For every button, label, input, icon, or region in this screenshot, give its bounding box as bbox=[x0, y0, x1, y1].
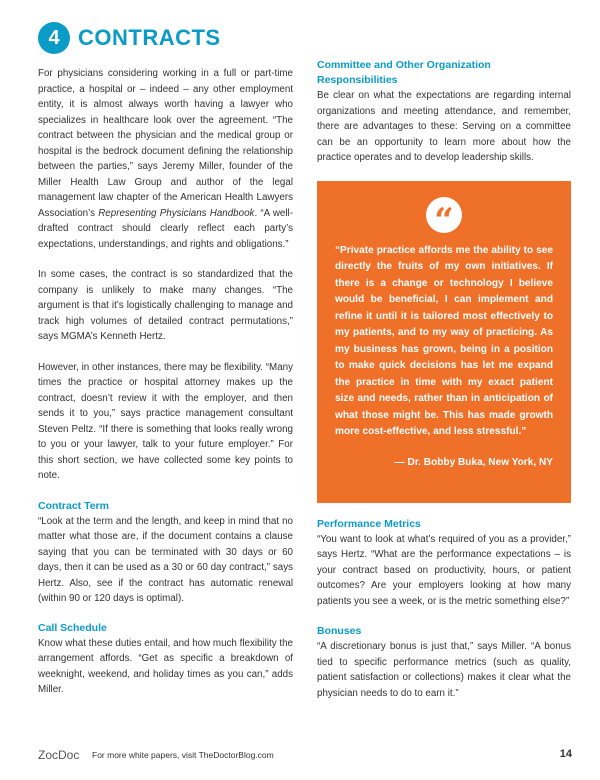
footer-link-text[interactable]: For more white papers, visit TheDoctorBlog.com bbox=[92, 750, 274, 760]
intro-text-end: . “A well-drafted contract should clearly reflect each party’s expectations, understandings, and rights and obligations.” bbox=[38, 207, 293, 250]
intro-paragraph bbox=[38, 66, 293, 252]
committee-text: Be clear on what the expectations are regarding internal organizations and meeting attendance, and remember, there are advantages to these: Serving on a committee can be an opportunity to learn more about how the practice operates and to develop leadership skills. bbox=[317, 90, 571, 163]
page-number: 14 bbox=[559, 748, 572, 760]
performance-text: “You want to look at what’s required of you as a provider,” says Hertz. “What are the performance expectations – is your contract based on productivity, hours, or patient outcomes? Are your employers looking at how many patients you see a week, or is the metric something else?” bbox=[317, 533, 571, 607]
bonuses-heading: Bonuses bbox=[317, 625, 362, 637]
right-column bbox=[317, 58, 571, 716]
pull-quote-text: “Private practice affords me the ability to see directly the fruits of my own initiatives. If there is a change or technology I believe would be beneficial, I can implement and refine it until it is tailored most effectively to my patients, and to my way of practicing. As my business has grown, being in a position to make quick decisions has let me expand the practice in time with my exact patient size and needs, rather than in anticipation of what those might be. This has made growth more cost-effective, and less stressful.” bbox=[335, 244, 553, 437]
quote-attribution: — Dr. Bobby Buka, New York, NY bbox=[394, 456, 553, 468]
page-footer bbox=[38, 748, 578, 764]
contract-term-text: “Look at the term and the length, and keep in mind that no matter what those are, if the document contains a clause saying that you can be terminated with 30 days or 60 days, then it can be used as a 30 or 60 day contract,” says Hertz. Also, see if the contract has automatic renewal (within 90 or 120 days is optimal). bbox=[38, 515, 293, 604]
page-title: CONTRACTS bbox=[78, 25, 221, 50]
call-schedule-heading: Call Schedule bbox=[38, 621, 107, 634]
intro-text: For physicians considering working in a full or part-time practice, a hospital or – indeed – any other employment entity, it is almost always worth having a lawyer who specializes in healthcare look over the agreement. “The contract between the physician and the medical group or hospital is the bedrock document defining the relationship between the parties,” says Jeremy Miller, founder of the Miller Health Law Group and author of the legal management law chapter of the American Health Lawyers Association’s bbox=[38, 68, 293, 219]
performance-heading: Performance Metrics bbox=[317, 517, 421, 530]
pull-quote-box bbox=[317, 181, 571, 503]
contract-term-heading: Contract Term bbox=[38, 499, 109, 512]
zocdoc-logo: ZocDoc bbox=[38, 748, 80, 762]
performance-section bbox=[317, 517, 571, 610]
quote-mark-icon: “ bbox=[426, 197, 462, 233]
left-column bbox=[38, 66, 293, 713]
call-schedule-text: Know what these duties entail, and how much flexibility the arrangement affords. “Get as specific a breakdown of weeknight, weekend, and holiday times as you can,” adds Miller. bbox=[38, 637, 293, 695]
committee-heading: Committee and Other Organization Responsibilities bbox=[317, 59, 491, 86]
bonuses-section bbox=[317, 624, 571, 701]
section-number-badge: 4 bbox=[38, 22, 70, 54]
standardized-paragraph: In some cases, the contract is so standardized that the company is unlikely to make many changes. “The argument is that it’s logistically challenging to manage and track high volumes of detailed contract permutations,” says MGMA’s Kenneth Hertz. bbox=[38, 269, 293, 342]
handbook-title: Representing Physicians Handbook bbox=[98, 207, 255, 219]
page-header bbox=[38, 22, 221, 54]
bonuses-text: “A discretionary bonus is just that,” says Miller. “A bonus tied to specific performance metrics (such as quality, patient satisfaction or collections) makes it clear what the physician needs to do to earn it.” bbox=[317, 641, 571, 699]
flexibility-paragraph: However, in other instances, there may be flexibility. “Many times the practice or hospital attorney makes up the contract, doesn’t review it with the employer, and then sends it to you,” says practice management consultant Steven Peltz. “If there is something that looks really wrong to you or your lawyer, talk to your future employer.” For this short section, we have collected some key points to note. bbox=[38, 361, 293, 481]
